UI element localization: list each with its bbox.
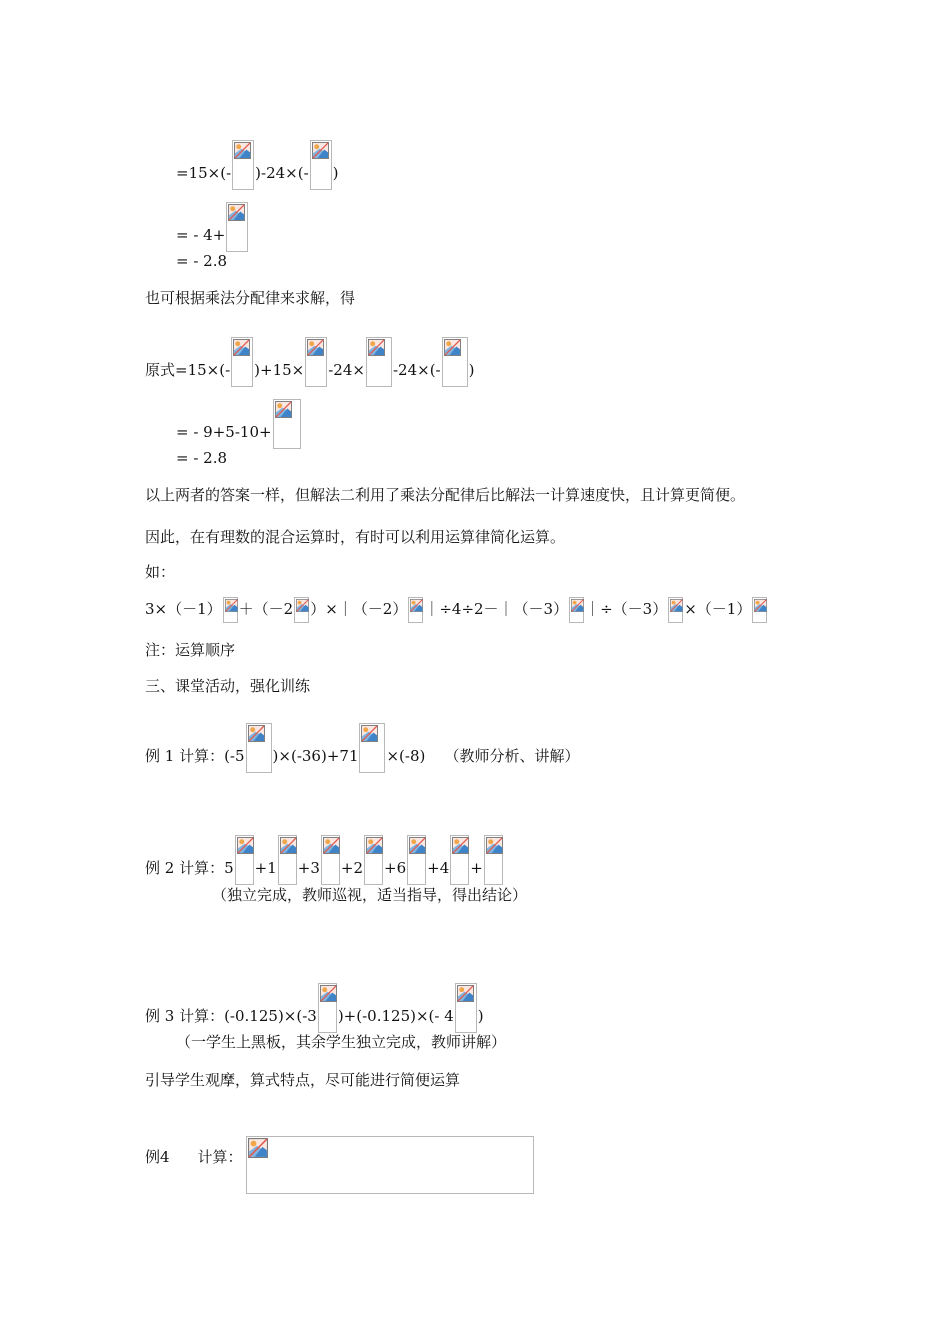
broken-image-icon	[754, 599, 767, 612]
broken-image-icon	[234, 142, 251, 159]
fraction-image	[273, 399, 301, 449]
note: （一学生上黑板，其余学生独立完成，教师讲解）	[176, 1033, 507, 1051]
text: ＋（－2	[238, 600, 294, 618]
broken-image-icon	[296, 599, 309, 612]
broken-image-icon	[410, 599, 423, 612]
broken-image-icon	[280, 837, 297, 854]
broken-image-icon	[571, 599, 584, 612]
text: )	[332, 164, 339, 182]
broken-image-icon	[225, 599, 238, 612]
text: )	[468, 361, 475, 379]
broken-image-icon	[248, 725, 265, 742]
text: -24×	[328, 361, 365, 379]
broken-image-icon	[670, 599, 683, 612]
broken-image-icon	[323, 837, 340, 854]
paragraph: 引导学生观摩，算式特点，尽可能进行简便运算	[145, 1071, 461, 1089]
example-4-label	[145, 1147, 243, 1167]
fraction-image	[364, 835, 383, 885]
equation-line-7: = - 2.8	[176, 449, 228, 467]
broken-image-icon	[457, 985, 474, 1002]
text: ×(-8) （教师分析、讲解）	[386, 747, 580, 765]
fraction-image	[305, 337, 327, 387]
text: -24×(-	[392, 361, 441, 379]
example-1	[145, 723, 580, 765]
text: =15×(-	[176, 164, 232, 182]
paragraph: 如：	[145, 563, 176, 581]
example-2	[145, 835, 504, 877]
broken-image-icon	[486, 837, 503, 854]
text: )-24×(-	[255, 164, 309, 182]
fraction-image	[318, 983, 337, 1033]
broken-image-icon	[228, 204, 245, 221]
example-3	[145, 983, 484, 1025]
text: )+(-0.125)×(- 4	[337, 1007, 454, 1025]
fraction-image	[359, 723, 385, 773]
exponent-image	[294, 597, 309, 623]
equation-line-5	[145, 337, 475, 379]
broken-image-icon	[248, 1138, 268, 1158]
fraction-image	[442, 337, 468, 387]
text: +6	[384, 859, 407, 877]
broken-image-icon	[361, 725, 378, 742]
equation-line-3: = - 2.8	[176, 252, 228, 270]
broken-image-icon	[368, 339, 385, 356]
text: +3	[297, 859, 320, 877]
note: （独立完成，教师巡视，适当指导，得出结论）	[212, 886, 528, 904]
fraction-image	[310, 140, 332, 190]
broken-image-icon	[452, 837, 469, 854]
broken-image-icon	[307, 339, 324, 356]
fraction-image	[231, 337, 253, 387]
fraction-image	[278, 835, 297, 885]
equation-line-1	[176, 140, 339, 182]
exponent-image	[668, 597, 683, 623]
broken-image-icon	[233, 339, 250, 356]
fraction-image	[232, 140, 254, 190]
broken-image-icon	[366, 837, 383, 854]
text: ）×｜（－2）	[310, 600, 408, 618]
text: 例 3 计算：(-0.125)×(-3	[145, 1007, 317, 1025]
broken-image-icon	[320, 985, 337, 1002]
text: +	[470, 859, 483, 877]
text: +2	[340, 859, 363, 877]
broken-image-icon	[444, 339, 461, 356]
equation-line-2	[176, 202, 249, 244]
fraction-image	[321, 835, 340, 885]
text: = - 4+	[176, 226, 226, 244]
broken-image-icon	[275, 401, 292, 418]
text: 例 2 计算：5	[145, 859, 234, 877]
fraction-image	[235, 835, 254, 885]
fraction-image	[450, 835, 469, 885]
expression-image	[246, 1136, 534, 1194]
text: = - 9+5-10+	[176, 423, 272, 441]
paragraph: 也可根据乘法分配律来求解，得	[145, 289, 356, 307]
text: ×（－1）	[684, 600, 752, 618]
text: +4	[427, 859, 450, 877]
text: 例4	[145, 1148, 170, 1166]
paragraph: 以上两者的答案一样，但解法二利用了乘法分配律后比解法一计算速度快，且计算更简便。	[145, 486, 746, 504]
text: ｜÷（－3）	[585, 600, 668, 618]
fraction-image	[484, 835, 503, 885]
text: 例 1 计算：(-5	[145, 747, 245, 765]
broken-image-icon	[312, 142, 329, 159]
broken-image-icon	[409, 837, 426, 854]
text: )+15×	[254, 361, 305, 379]
text: )	[477, 1007, 484, 1025]
text: 3×（－1）	[145, 600, 222, 618]
text: )×(-36)+71	[272, 747, 359, 765]
broken-image-icon	[237, 837, 254, 854]
paragraph: 因此，在有理数的混合运算时，有时可以利用运算律简化运算。	[145, 528, 566, 546]
exponent-image	[408, 597, 423, 623]
exponent-image	[223, 597, 238, 623]
fraction-image	[407, 835, 426, 885]
fraction-image	[246, 723, 272, 773]
exponent-image	[569, 597, 584, 623]
equation-line-6	[176, 399, 302, 441]
paragraph: 注：运算顺序	[145, 641, 236, 659]
fraction-image	[226, 202, 248, 252]
text: 计算：	[197, 1148, 243, 1166]
exponent-image	[752, 597, 767, 623]
fraction-image	[366, 337, 392, 387]
text: ｜÷4÷2－｜（－3）	[424, 600, 569, 618]
text: 原式=15×(-	[145, 361, 231, 379]
fraction-image	[455, 983, 477, 1033]
text: +1	[254, 859, 277, 877]
expression-line	[145, 597, 768, 617]
section-heading: 三、课堂活动，强化训练	[145, 677, 311, 695]
